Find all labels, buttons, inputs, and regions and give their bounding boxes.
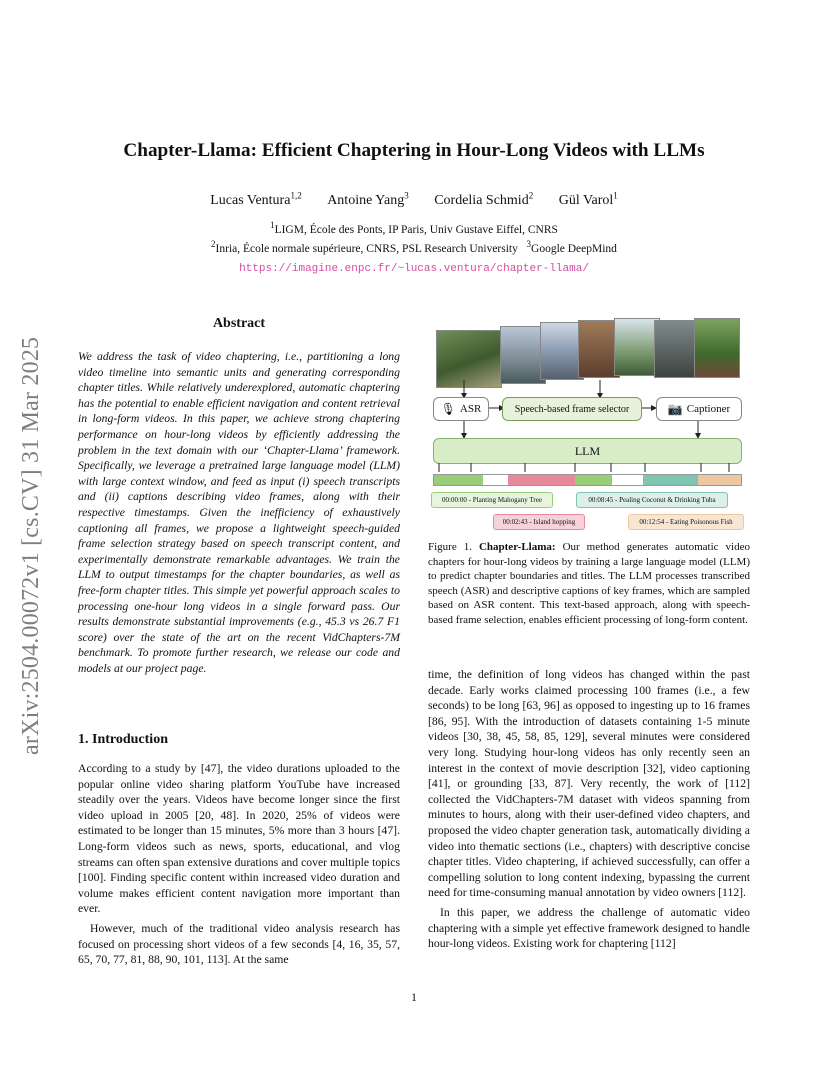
paragraph: time, the definition of long videos has changed within the past decade. Early works claimed processing 100 frames (i.e., a few seconds) to be long [63, 96] as opposed to ingesting up to 16 frames [86, 95]. With the introduction of datasets containing 1-5 minute videos [30, 38, 45, 58, 85, 129], several minutes were considered very long. Studying hour-long videos has only recently seen an interest in the context of movie description [32], video captioning [41], or grounding [33, 87]. Very recently, the work of [112] collected the VidChapters-7M dataset with videos spanning from minutes to hours, along with their user-defined video chapters, and proposed the video chapter generation task, automatically dividing a video into thematic sections (i.e., chapters) with descriptive concise chapter titles. Video chaptering, if achieved successfully, can offer a compelling solution to long content indexing, bypassing the current need for time-consuming manual annotation by video owners [112]. xyxy=(428,668,750,900)
section-heading: 1. Introduction xyxy=(78,732,168,747)
right-column-text xyxy=(428,667,750,956)
chapter-label: 00:08:45 - Pealing Coconut & Drinking Tuba xyxy=(576,492,728,508)
affiliation-line: $^1$LIGM, École des Ponts, IP Paris, Univ Gustave Eiffel, CNRS xyxy=(270,220,558,236)
timeline-arrows xyxy=(433,462,740,476)
author: Lucas Ventura$^{1,2}$ xyxy=(210,190,302,208)
timeline-segment xyxy=(483,475,508,485)
timeline-segment xyxy=(643,475,698,485)
chapter-label: 00:12:54 - Eating Poisonous Fish xyxy=(628,514,744,530)
chapter-label: 00:00:00 - Planting Mahogany Tree xyxy=(431,492,553,508)
timeline-segment xyxy=(612,475,643,485)
video-frame-image xyxy=(694,318,740,378)
intro-text xyxy=(78,761,400,972)
author: Cordelia Schmid$^2$ xyxy=(434,190,534,208)
paragraph: In this paper, we address the challenge of automatic video chaptering with a simple yet effective framework designed to handle hour-long videos. Existing work for chaptering [112] xyxy=(428,905,750,951)
timeline-segment xyxy=(698,475,741,485)
affiliation-line: $^2$Inria, École normale supérieure, CNRS, PSL Research University $^3$Google DeepMind xyxy=(211,239,617,255)
camera-icon: 📷 xyxy=(667,401,683,416)
paragraph: According to a study by [47], the video durations uploaded to the popular online video sharing platform YouTube have increased steadily over the years. Videos have become longer since the first video upload in 2005 [20, 48]. In 2020, 25% of videos were estimated to be longer than 15 minutes, 5% more than 3 hours [47]. Long-form videos such as news, sports, educational, and vlog streams can often span extensive durations and cover multiple topics [100]. Finding specific content within increased video duration and volume makes efficient content navigation more important than ever. xyxy=(78,762,400,916)
llm-box: LLM xyxy=(433,438,742,464)
author-list xyxy=(0,190,828,209)
chapter-label: 00:02:43 - Island hopping xyxy=(493,514,585,530)
asr-box: 🎙 ASR xyxy=(433,397,489,421)
paper-title: Chapter-Llama: Efficient Chaptering in Hour-Long Videos with LLMs xyxy=(123,140,705,161)
project-url-link[interactable]: https://imagine.enpc.fr/~lucas.ventura/chapter-llama/ xyxy=(239,263,589,275)
author: Antoine Yang$^3$ xyxy=(327,190,409,208)
paragraph: However, much of the traditional video analysis research has focused on processing short videos of a few seconds [4, 16, 35, 57, 65, 70, 77, 81, 88, 90, 101, 113]. At the same xyxy=(78,921,400,967)
timeline-segment xyxy=(508,475,576,485)
captioner-box: 📷 Captioner xyxy=(656,397,742,421)
abstract-heading: Abstract xyxy=(212,316,266,331)
timeline-segment xyxy=(434,475,483,485)
microphone-icon: 🎙 xyxy=(440,401,456,416)
abstract-text: We address the task of video chaptering, i.e., partitioning a long video timeline into semantic units and generating corresponding chapter titles. While relatively underexplored, automatic chaptering has the potential to enable efficient navigation and content retrieval in long-form videos. In this paper, we achieve strong chaptering performance on hour-long videos by efficiently addressing the problem in the text domain with our ‘Chapter-Llama’ framework. Specifically, we leverage a pretrained large language model (LLM) with large context window, and feed as input (i) speech transcripts and (ii) captions describing video frames, along with their respective timestamps. Given the inefficiency of exhaustively captioning all frames, we propose a lightweight speech-guided frame selection strategy based on speech transcript content, and experimentally demonstrate remarkable advantages. We train the LLM to output timestamps for the chapter boundaries, as well as free-form chapter titles. This simple yet powerful approach scales to processing one-hour long videos in a single forward pass. Our results demonstrate substantial improvements (e.g., 45.3 vs 26.7 F1 score) over the state of the art on the recent VidChapters-7M benchmark. To promote further research, we release our code and models at our project page. xyxy=(78,350,400,675)
author: Gül Varol$^1$ xyxy=(558,190,618,208)
page-number: 1 xyxy=(411,990,417,1004)
arxiv-identifier: arXiv:2504.00072v1 [cs.CV] 31 Mar 2025 xyxy=(18,336,44,755)
frame-selector-box: Speech-based frame selector xyxy=(502,397,642,421)
timeline-segment xyxy=(575,475,612,485)
figure-caption: Figure 1. Chapter-Llama: Our method generates automatic video chapters for hour-long videos by training a large language model (LLM) to predict chapter boundaries and titles. The LLM processes transcribed speech (ASR) and descriptive captions of key frames, which are sampled based on ASR content. This text-based approach, along with speech-based frame selection, enables efficient processing of long-form content. xyxy=(428,541,750,626)
